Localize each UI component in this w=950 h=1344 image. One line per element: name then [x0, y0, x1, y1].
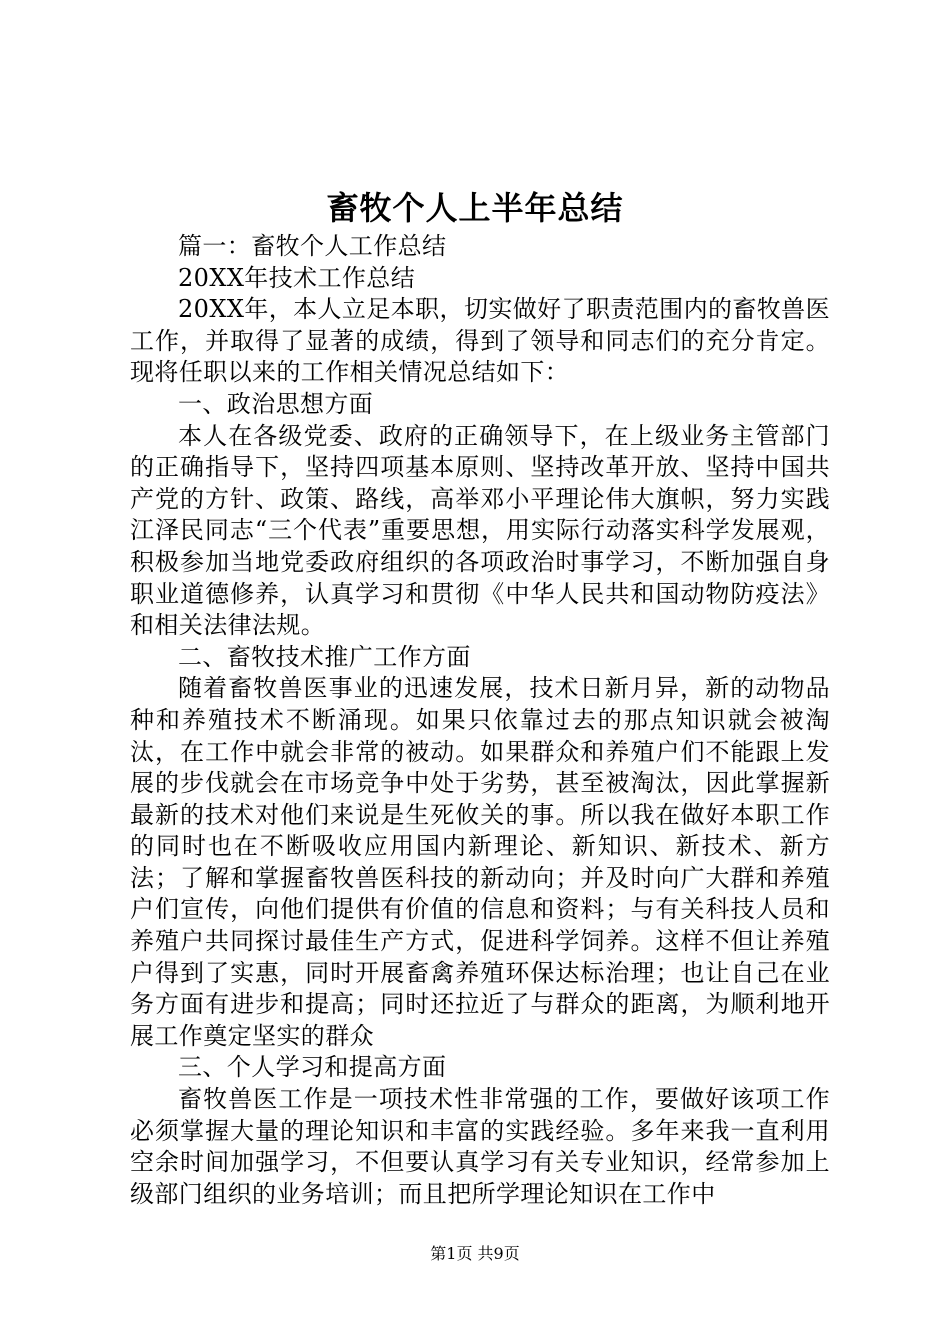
section-heading: 三、个人学习和提高方面 — [178, 1053, 447, 1082]
document-title: 畜牧个人上半年总结 — [326, 189, 624, 227]
section-heading: 二、畜牧技术推广工作方面 — [178, 642, 471, 671]
paragraph: 畜牧兽医工作是一项技术性非常强的工作，要做好该项工作必须掌握大量的理论知识和丰富的实践经验。多年来我一直利用空余时间加强学习，不但要认真学习有关专业知识，经常参加上级部门组织的业务培训；而且把所学理论知识在工作中 — [130, 1085, 830, 1208]
subheading: 20XX年技术工作总结 — [178, 263, 416, 292]
document-body — [130, 231, 830, 1210]
paragraph: 本人在各级党委、政府的正确领导下，在上级业务主管部门的正确指导下，坚持四项基本原则、坚持改革开放、坚持中国共产党的方针、政策、路线，高举邓小平理论伟大旗帜，努力实践江泽民同志“三个代表”重要思想，用实际行动落实科学发展观，积极参加当地党委政府组织的各项政治时事学习，不断加强自身职业道德修养，认真学习和贯彻《中华人民共和国动物防疫法》和相关法律法规。 — [130, 421, 830, 640]
paragraph: 随着畜牧兽医事业的迅速发展，技术日新月异，新的动物品种和养殖技术不断涌现。如果只依靠过去的那点知识就会被淘汰，在工作中就会非常的被动。如果群众和养殖户们不能跟上发展的步伐就会在市场竞争中处于劣势，甚至被淘汰，因此掌握新最新的技术对他们来说是生死攸关的事。所以我在做好本职工作的同时也在不断吸收应用国内新理论、新知识、新技术、新方法；了解和掌握畜牧兽医科技的新动向；并及时向广大群和养殖户们宣传，向他们提供有价值的信息和资料；与有关科技人员和养殖户共同探讨最佳生产方式，促进科学饲养。这样不但让养殖户得到了实惠，同时开展畜禽养殖环保达标治理；也让自己在业务方面有进步和提高；同时还拉近了与群众的距离，为顺利地开展工作奠定坚实的群众 — [130, 674, 830, 1050]
section-heading: 一、政治思想方面 — [178, 389, 374, 418]
paragraph: 20XX年，本人立足本职，切实做好了职责范围内的畜牧兽医工作，并取得了显著的成绩，得到了领导和同志们的充分肯定。现将任职以来的工作相关情况总结如下： — [130, 295, 830, 387]
section-heading: 篇一：畜牧个人工作总结 — [178, 232, 447, 260]
page-number-footer: 第1页 共9页 — [430, 1244, 520, 1263]
